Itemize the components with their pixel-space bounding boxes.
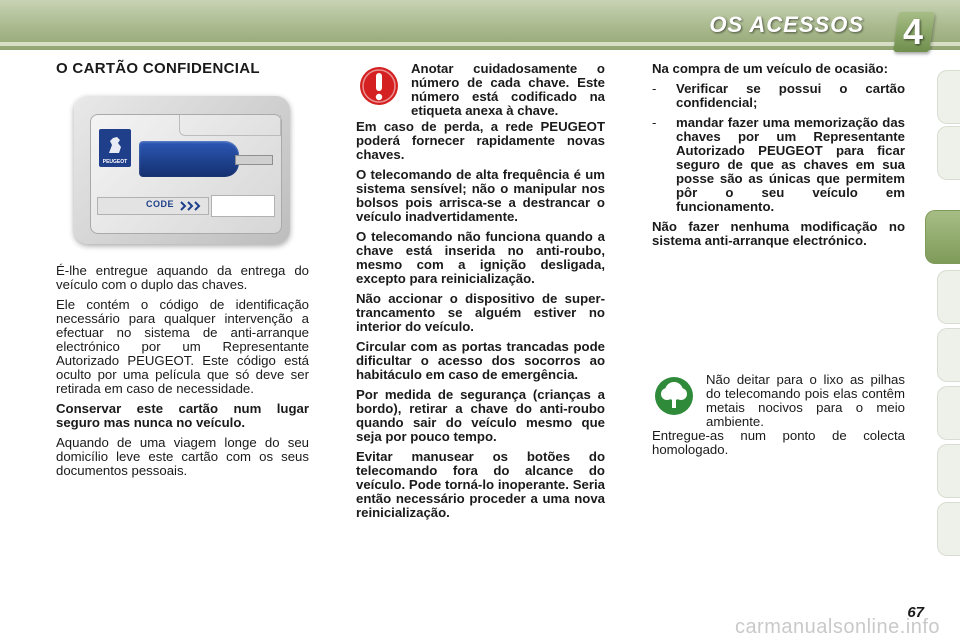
- side-tab-1[interactable]: [937, 70, 960, 124]
- column-left: [56, 62, 309, 76]
- paragraph: Evitar manusear os botões do telecomando fora do alcance do veículo. Pode torná-lo inoperante. Seria então necessário proceder a uma nova reinicialização.: [356, 449, 605, 520]
- card-logo-label: PEUGEOT: [102, 159, 128, 165]
- paragraph: Ele contém o código de identificação necessário para qualquer intervenção a efectuar no sistema de anti-arranque electrónico por um Representante Autorizado PEUGEOT. Este código está oculto por uma película que só deve ser retirada em caso de necessidade.: [56, 297, 309, 396]
- side-tab-8[interactable]: [937, 502, 960, 556]
- list-dash: -: [652, 115, 657, 130]
- peugeot-lion-icon: [99, 129, 131, 167]
- side-tab-5[interactable]: [937, 328, 960, 382]
- paragraph: O telecomando de alta frequência é um sistema sensível; não o manipular nos bolsos pois arrisca-se a destrancar o veículo inadvertidamente.: [356, 167, 605, 224]
- side-tab-6[interactable]: [937, 386, 960, 440]
- chapter-number: 4: [902, 11, 924, 52]
- chapter-side-tabs: [930, 70, 960, 574]
- key-blade-icon: [235, 155, 273, 165]
- card-code-strip: [97, 197, 209, 215]
- list-dash: -: [652, 81, 657, 96]
- side-tab-2[interactable]: [937, 126, 960, 180]
- paragraph: Não fazer nenhuma modificação no sistema anti-arranque electrónico.: [652, 219, 905, 248]
- paragraph: Na compra de um veículo de ocasião:: [652, 61, 888, 76]
- environment-text-2: Entregue-as num ponto de colecta homologado.: [652, 428, 905, 457]
- key-remote-icon: [139, 141, 239, 177]
- paragraph-bold: Conservar este cartão num lugar seguro mas nunca no veículo.: [56, 401, 309, 430]
- card-code-field: [211, 195, 275, 217]
- section-title: O CARTÃO CONFIDENCIAL: [56, 60, 260, 77]
- column-middle: [356, 120, 605, 526]
- column-right: [652, 62, 905, 254]
- paragraph: Por medida de segurança (crianças a bordo), retirar a chave do anti-roubo quando sair do veículo mesmo que seja por pouco tempo.: [356, 387, 605, 444]
- header-stripe: [0, 42, 960, 46]
- card-inner: [90, 114, 282, 234]
- paragraph: Circular com as portas trancadas pode dificultar o acesso dos socorros ao habitáculo em caso de emergência.: [356, 339, 605, 382]
- paragraph: É-lhe entregue aquando da entrega do veículo com o duplo das chaves.: [56, 263, 309, 292]
- paragraph: Em caso de perda, a rede PEUGEOT poderá fornecer rapidamente novas chaves.: [356, 119, 605, 162]
- paragraph: Aquando de uma viagem longe do seu domicílio leve este cartão com os seus documentos pessoais.: [56, 435, 309, 478]
- paragraph: O telecomando não funciona quando a chave está inserida no anti-roubo, mesmo com a ignição desligada, excepto para reinicialização.: [356, 229, 605, 286]
- confidential-card-illustration: [74, 96, 290, 244]
- card-line: [179, 115, 281, 136]
- card-code-label: CODE: [146, 199, 175, 209]
- page-title: OS ACESSOS: [709, 12, 864, 37]
- side-tab-active[interactable]: [925, 210, 960, 264]
- list-item: [652, 82, 905, 110]
- list-item: [652, 116, 905, 214]
- environment-text: Não deitar para o lixo as pilhas do telecomando pois elas contêm metais nocivos para o meio ambiente.: [706, 372, 905, 429]
- side-tab-7[interactable]: [937, 444, 960, 498]
- column-left-body: [56, 264, 309, 484]
- side-tab-4[interactable]: [937, 270, 960, 324]
- warning-text: Anotar cuidadosamente o número de cada chave. Este número está codificado na etiqueta anexa à chave.: [411, 61, 605, 118]
- watermark: carmanualsonline.info: [734, 616, 940, 638]
- list-item-text: Verificar se possui o cartão confidencial;: [676, 81, 905, 110]
- list-item-text: mandar fazer uma memorização das chaves por um Representante Autorizado PEUGEOT para ficar seguro de que as chaves em sua posse são as únicas que permitem pôr o seu veículo em funcionamento.: [676, 115, 905, 214]
- exclamation-warning-icon: [359, 66, 399, 106]
- page-number: 67: [907, 604, 924, 621]
- paragraph: Não accionar o dispositivo de super-trancamento se alguém estiver no interior do veículo.: [356, 291, 605, 334]
- tree-environment-icon: [654, 376, 694, 416]
- chevrons-right-icon: [180, 201, 204, 211]
